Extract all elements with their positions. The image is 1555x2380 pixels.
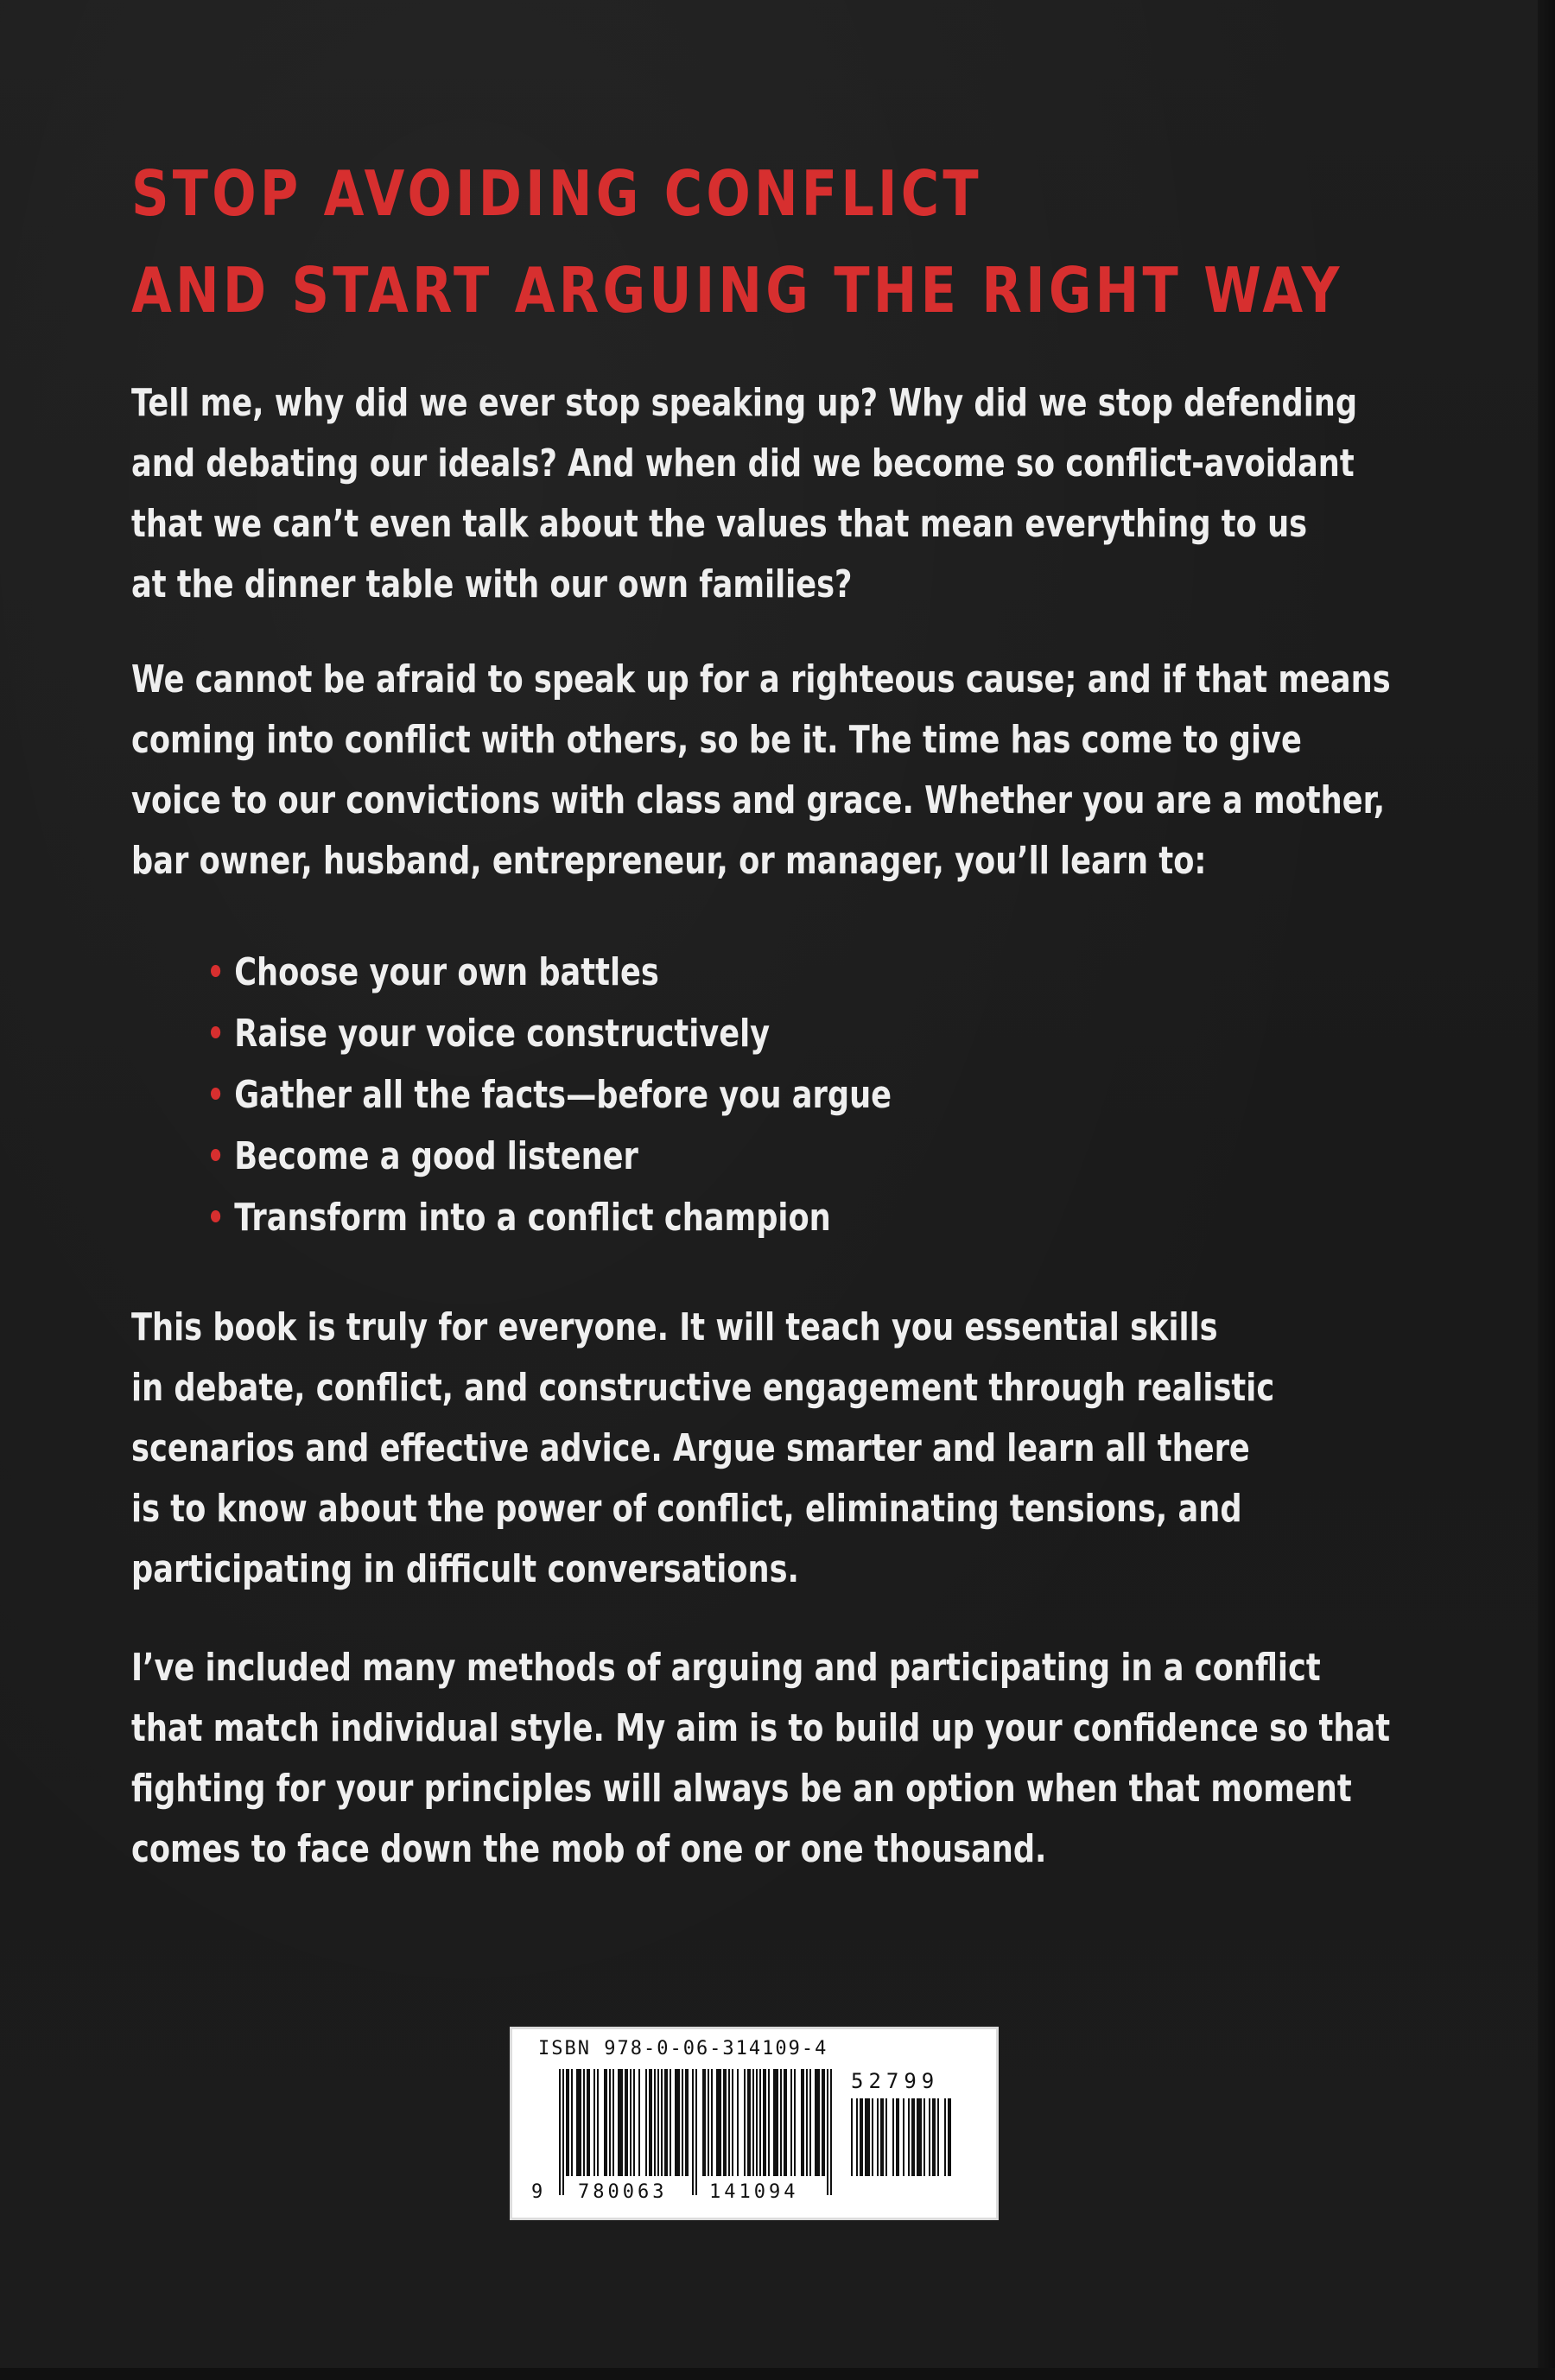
barcode-bar bbox=[880, 2098, 884, 2176]
barcode-bar bbox=[645, 2069, 647, 2176]
bullet-text: Raise your voice constructively bbox=[234, 1012, 771, 1056]
red-bullet-icon bbox=[211, 1088, 220, 1100]
text-line: and debating our ideals? And when did we become so conflict-avoidant bbox=[131, 441, 1355, 486]
isbn-label: ISBN 978-0-06-314109-4 bbox=[538, 2038, 828, 2059]
barcode-bar bbox=[625, 2069, 628, 2176]
red-bullet-icon bbox=[211, 1210, 220, 1222]
barcode-bar bbox=[896, 2098, 899, 2176]
barcode-bar bbox=[794, 2069, 796, 2176]
bullet-text: Transform into a conflict champion bbox=[234, 1196, 831, 1240]
cover-bottom-edge bbox=[0, 2368, 1555, 2380]
barcode-bar bbox=[872, 2098, 873, 2176]
bullet-item bbox=[211, 942, 1247, 1003]
barcode-bar bbox=[587, 2069, 590, 2176]
barcode-bar bbox=[737, 2069, 739, 2176]
ean-left-digits: 780063 bbox=[578, 2181, 668, 2203]
red-bullet-icon bbox=[211, 1026, 220, 1038]
barcode-bar bbox=[759, 2069, 761, 2176]
barcode-bar bbox=[885, 2098, 887, 2176]
red-bullet-icon bbox=[211, 1149, 220, 1161]
red-bullet-icon bbox=[211, 965, 220, 977]
text-line: We cannot be afraid to speak up for a righteous cause; and if that means bbox=[131, 657, 1391, 701]
barcode-bar bbox=[752, 2069, 754, 2176]
barcode-bar bbox=[768, 2069, 770, 2176]
barcode-bar bbox=[827, 2069, 828, 2195]
addon-barcode-icon bbox=[851, 2098, 951, 2195]
bullet-item bbox=[211, 1187, 1247, 1248]
barcode-bar bbox=[562, 2069, 564, 2195]
isbn-barcode-box bbox=[510, 2027, 999, 2220]
cover-headline bbox=[131, 145, 1343, 339]
bullet-text: Gather all the facts—before you argue bbox=[234, 1073, 892, 1117]
barcode-bar bbox=[559, 2069, 561, 2195]
headline-line-2: AND START ARGUING THE RIGHT WAY bbox=[131, 254, 1343, 327]
cover-right-edge bbox=[1538, 0, 1555, 2380]
barcode-bar bbox=[649, 2069, 652, 2176]
barcode-bar bbox=[657, 2069, 659, 2176]
barcode-bar bbox=[675, 2069, 680, 2176]
second-paragraph bbox=[131, 650, 1458, 892]
barcode-bar bbox=[856, 2098, 858, 2176]
barcode-bar bbox=[763, 2069, 766, 2176]
bullet-text: Become a good listener bbox=[234, 1134, 638, 1178]
barcode-bar bbox=[877, 2098, 879, 2176]
barcode-bar bbox=[692, 2069, 694, 2195]
barcode-bar bbox=[708, 2069, 709, 2176]
barcode-bar bbox=[865, 2098, 870, 2176]
barcode-bar bbox=[790, 2069, 792, 2176]
barcode-bar bbox=[911, 2098, 915, 2176]
barcode-bar bbox=[756, 2069, 758, 2176]
text-line: This book is truly for everyone. It will teach you essential skills bbox=[131, 1305, 1218, 1349]
ean-right-digits: 141094 bbox=[709, 2181, 799, 2203]
barcode-bar bbox=[815, 2069, 820, 2176]
barcode-bar bbox=[801, 2069, 804, 2176]
ean-first-digit: 9 bbox=[531, 2181, 543, 2203]
barcode-bar bbox=[917, 2098, 922, 2176]
barcode-bar bbox=[685, 2069, 689, 2176]
text-line: coming into conflict with others, so be it. The time has come to give bbox=[131, 718, 1302, 762]
text-line: participating in difficult conversations. bbox=[131, 1547, 799, 1591]
barcode-bar bbox=[822, 2069, 825, 2176]
text-line: Tell me, why did we ever stop speaking up? Why did we stop defending bbox=[131, 381, 1358, 425]
barcode-bar bbox=[908, 2098, 910, 2176]
barcode-bar bbox=[702, 2069, 706, 2176]
barcode-bar bbox=[806, 2069, 808, 2176]
bullet-item bbox=[211, 1003, 1247, 1064]
barcode-bar bbox=[571, 2069, 573, 2176]
barcode-bar bbox=[604, 2069, 607, 2176]
barcode-bar bbox=[695, 2069, 697, 2195]
fourth-paragraph bbox=[131, 1638, 1458, 1880]
barcode-bar bbox=[892, 2098, 894, 2176]
barcode-bar bbox=[711, 2069, 713, 2176]
barcode-bar bbox=[744, 2069, 746, 2176]
barcode-bar bbox=[576, 2069, 581, 2176]
barcode-bar bbox=[654, 2069, 656, 2176]
barcode-bar bbox=[638, 2069, 640, 2176]
skills-bullet-list bbox=[211, 942, 1247, 1248]
text-line: is to know about the power of conflict, eliminating tensions, and bbox=[131, 1487, 1242, 1531]
barcode-bar bbox=[937, 2098, 939, 2176]
text-line: voice to our convictions with class and grace. Whether you are a mother, bbox=[131, 778, 1386, 822]
barcode-bar bbox=[597, 2069, 599, 2176]
text-line: at the dinner table with our own families? bbox=[131, 562, 853, 606]
bullet-item bbox=[211, 1126, 1247, 1187]
text-line: fighting for your principles will always be an option when that moment bbox=[131, 1767, 1352, 1811]
barcode-bar bbox=[809, 2069, 811, 2176]
barcode-bar bbox=[903, 2098, 904, 2176]
barcode-bar bbox=[716, 2069, 721, 2176]
barcode-bar bbox=[732, 2069, 733, 2176]
barcode-bar bbox=[633, 2069, 635, 2176]
barcode-bar bbox=[618, 2069, 623, 2176]
barcode-bar bbox=[830, 2069, 832, 2195]
barcode-bar bbox=[784, 2069, 787, 2176]
barcode-bar bbox=[944, 2098, 946, 2176]
text-line: comes to face down the mob of one or one thousand. bbox=[131, 1827, 1047, 1871]
barcode-bar bbox=[932, 2098, 936, 2176]
barcode-bar bbox=[566, 2069, 569, 2176]
text-line: I’ve included many methods of arguing and participating in a conflict bbox=[131, 1646, 1321, 1690]
headline-line-1: STOP AVOIDING CONFLICT bbox=[131, 157, 982, 230]
barcode-bar bbox=[860, 2098, 863, 2176]
text-line: bar owner, husband, entrepreneur, or manager, you’ll learn to: bbox=[131, 839, 1207, 883]
barcode-bar bbox=[661, 2069, 663, 2176]
barcode-bar bbox=[664, 2069, 668, 2176]
text-line: that we can’t even talk about the values that mean everything to us bbox=[131, 502, 1308, 546]
barcode-bar bbox=[723, 2069, 727, 2176]
bullet-item bbox=[211, 1064, 1247, 1126]
barcode-bar bbox=[612, 2069, 614, 2176]
barcode-bar bbox=[923, 2098, 925, 2176]
bullet-text: Choose your own battles bbox=[234, 950, 659, 994]
barcode-bar bbox=[948, 2098, 951, 2176]
barcode-bar bbox=[670, 2069, 671, 2176]
barcode-bar bbox=[583, 2069, 585, 2176]
text-line: in debate, conflict, and constructive engagement through realistic bbox=[131, 1366, 1275, 1410]
barcode-bar bbox=[593, 2069, 595, 2176]
barcode-bar bbox=[630, 2069, 632, 2176]
third-paragraph bbox=[131, 1298, 1458, 1600]
barcode-addon-digits: 52799 bbox=[851, 2069, 940, 2093]
text-line: that match individual style. My aim is to build up your confidence so that bbox=[131, 1706, 1391, 1750]
barcode-bar bbox=[728, 2069, 730, 2176]
barcode-bar bbox=[780, 2069, 782, 2176]
text-line: scenarios and effective advice. Argue smarter and learn all there bbox=[131, 1426, 1250, 1470]
barcode-bar bbox=[929, 2098, 930, 2176]
barcode-bar bbox=[609, 2069, 611, 2176]
ean-barcode-icon bbox=[559, 2069, 834, 2195]
barcode-bar bbox=[682, 2069, 683, 2176]
intro-paragraph bbox=[131, 373, 1458, 615]
barcode-bar bbox=[773, 2069, 778, 2176]
barcode-bar bbox=[851, 2098, 853, 2176]
barcode-bar bbox=[747, 2069, 751, 2176]
